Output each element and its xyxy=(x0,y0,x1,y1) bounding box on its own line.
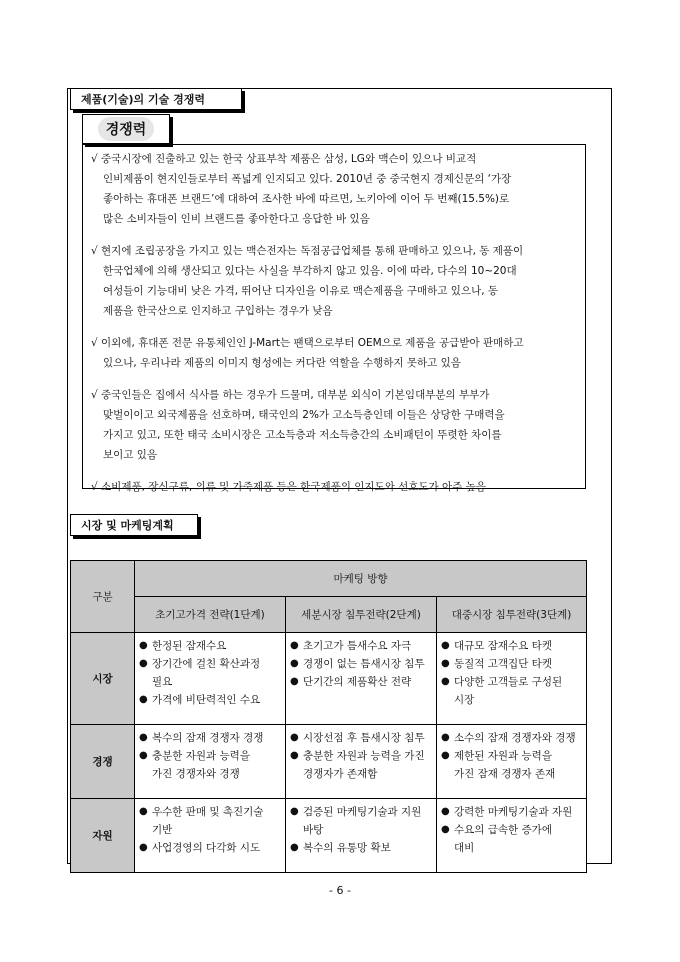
paragraph xyxy=(91,385,577,465)
bullet-continuation: 가진 경쟁자와 경쟁 xyxy=(152,768,240,780)
bullet-item xyxy=(441,655,583,673)
bullet-dot-icon: ● xyxy=(139,658,148,669)
bullet-continuation: 가진 잠재 경쟁자 존재 xyxy=(454,768,556,780)
paragraph-line: √ 중국인들은 집에서 식사를 하는 경우가 드물며, 대부분 외식이 기본임대부분의 부부가 xyxy=(91,389,490,401)
bullet-item xyxy=(290,729,433,747)
paragraph-line: 좋아하는 휴대폰 브랜드’에 대하여 조사한 바에 따르면, 노키아에 이어 두 번째(15.5%)로 xyxy=(103,193,510,205)
paragraph-line: 가지고 있고, 또한 태국 소비시장은 고소득층과 저소득층간의 소비패턴이 뚜렷한 차이를 xyxy=(103,429,502,441)
bullet-dot-icon: ● xyxy=(290,806,299,817)
table-cell xyxy=(286,633,437,725)
bullet-item xyxy=(441,673,583,691)
bullet-dot-icon: ● xyxy=(441,658,450,669)
bullet-item xyxy=(441,821,583,839)
table-cell xyxy=(437,799,587,873)
table-row xyxy=(71,633,587,725)
table-cell xyxy=(135,799,286,873)
paragraph xyxy=(91,477,577,497)
bullet-dot-icon: ● xyxy=(290,842,299,853)
bullet-item xyxy=(139,655,282,673)
bullet-item xyxy=(139,803,282,821)
competitiveness-tag xyxy=(82,114,170,144)
row-header: 경쟁 xyxy=(71,725,135,799)
bullet-text: 다양한 고객들로 구성된 xyxy=(454,676,563,688)
bullet-continuation: 기반 xyxy=(152,824,173,836)
bullet-text: 충분한 자원과 능력을 가진 xyxy=(303,750,425,762)
bullet-item xyxy=(290,637,433,655)
bullet-continuation: 대비 xyxy=(454,842,475,854)
bullet-dot-icon: ● xyxy=(139,806,148,817)
paragraph-line: 제품을 한국산으로 인지하고 구입하는 경우가 낮음 xyxy=(103,305,333,317)
bullet-dot-icon: ● xyxy=(139,842,148,853)
bullet-text: 단기간의 제품확산 전략 xyxy=(303,676,412,688)
bullet-item xyxy=(290,747,433,765)
bullet-text: 수요의 급속한 증가에 xyxy=(454,824,552,836)
marketing-table xyxy=(70,560,587,873)
bullet-item xyxy=(441,747,583,765)
table-cell xyxy=(135,725,286,799)
bullet-text: 경쟁이 없는 틈새시장 침투 xyxy=(303,658,425,670)
bullet-dot-icon: ● xyxy=(290,732,299,743)
paragraph xyxy=(91,149,577,229)
paragraph-line: 맞벌이이고 외국제품을 선호하며, 태국인의 2%가 고소득층인데 이들은 상당한 구매력을 xyxy=(103,409,505,421)
column-header: 대중시장 침투전략(3단계) xyxy=(437,597,587,633)
paragraph xyxy=(91,333,577,373)
paragraph-line: √ 소비제품, 장신구류, 의류 및 가죽제품 등은 한국제품의 인지도와 선호도가 아주 높음 xyxy=(91,481,486,493)
table-cell xyxy=(135,633,286,725)
bullet-continuation: 시장 xyxy=(454,694,475,706)
bullet-dot-icon: ● xyxy=(441,806,450,817)
bullet-item xyxy=(290,673,433,691)
section-title-tech-competitiveness: 제품(기술)의 기술 경쟁력 xyxy=(70,88,242,110)
column-header: 세분시장 침투전략(2단계) xyxy=(286,597,437,633)
bullet-text: 가격에 비탄력적인 수요 xyxy=(152,694,261,706)
paragraph xyxy=(91,241,577,321)
paragraph-line: √ 이외에, 휴대폰 전문 유통체인인 J-Mart는 팬택으로부터 OEM으로 제품을 공급받아 판매하고 xyxy=(91,337,524,349)
row-header: 시장 xyxy=(71,633,135,725)
bullet-text: 동질적 고객집단 타켓 xyxy=(454,658,552,670)
bullet-dot-icon: ● xyxy=(441,676,450,687)
section-title-market-marketing: 시장 및 마케팅계획 xyxy=(70,514,198,536)
bullet-dot-icon: ● xyxy=(441,824,450,835)
table-corner-header: 구분 xyxy=(71,561,135,633)
table-row xyxy=(71,799,587,873)
paragraph-line: 여성들이 기능대비 낮은 가격, 뛰어난 디자인을 이유로 맥슨제품을 구매하고 있으나, 동 xyxy=(103,285,499,297)
paragraph-line: 인비제품이 현지인들로부터 폭넓게 인지되고 있다. 2010년 중 중국현지 경제신문의 ‘가장 xyxy=(103,173,512,185)
bullet-text: 충분한 자원과 능력을 xyxy=(152,750,250,762)
paragraph-line: √ 중국시장에 진출하고 있는 한국 상표부착 제품은 삼성, LG와 맥슨이 있으나 비교적 xyxy=(91,153,477,165)
page-number: - 6 - xyxy=(329,884,351,897)
table-cell xyxy=(286,799,437,873)
bullet-item xyxy=(290,839,433,857)
bullet-item xyxy=(139,747,282,765)
bullet-text: 장기간에 걸친 확산과정 xyxy=(152,658,261,670)
bullet-dot-icon: ● xyxy=(441,750,450,761)
bullet-text: 검증된 마케팅기술과 지원 xyxy=(303,806,422,818)
competitiveness-label: 경쟁력 xyxy=(98,117,155,141)
bullet-item xyxy=(139,839,282,857)
bullet-dot-icon: ● xyxy=(290,676,299,687)
bullet-dot-icon: ● xyxy=(290,658,299,669)
table-cell xyxy=(437,633,587,725)
bullet-dot-icon: ● xyxy=(139,732,148,743)
bullet-text: 사업경영의 다각화 시도 xyxy=(152,842,261,854)
bullet-text: 강력한 마케팅기술과 자원 xyxy=(454,806,573,818)
bullet-dot-icon: ● xyxy=(139,694,148,705)
bullet-dot-icon: ● xyxy=(441,640,450,651)
bullet-dot-icon: ● xyxy=(441,732,450,743)
bullet-dot-icon: ● xyxy=(139,750,148,761)
bullet-continuation: 필요 xyxy=(152,676,173,688)
paragraph-line: 한국업체에 의해 생산되고 있다는 사실을 부각하지 않고 있음. 이에 따라, 다수의 10~20대 xyxy=(103,265,517,277)
bullet-dot-icon: ● xyxy=(290,750,299,761)
bullet-text: 대규모 잠재수요 타켓 xyxy=(454,640,552,652)
table-row xyxy=(71,725,587,799)
bullet-text: 소수의 잠재 경쟁자와 경쟁 xyxy=(454,732,576,744)
table-cell xyxy=(286,725,437,799)
bullet-item xyxy=(441,803,583,821)
bullet-item xyxy=(139,691,282,709)
bullet-text: 초기고가 틈새수요 자극 xyxy=(303,640,412,652)
bullet-item xyxy=(139,637,282,655)
bullet-item xyxy=(441,637,583,655)
bullet-item xyxy=(441,729,583,747)
bullet-text: 복수의 잠재 경쟁자 경쟁 xyxy=(152,732,264,744)
bullet-item xyxy=(139,729,282,747)
bullet-text: 복수의 유통망 확보 xyxy=(303,842,391,854)
bullet-text: 제한된 자원과 능력을 xyxy=(454,750,552,762)
bullet-item xyxy=(290,655,433,673)
paragraph-line: √ 현지에 조립공장을 가지고 있는 맥슨전자는 독점공급업체를 통해 판매하고 있으나, 동 제품이 xyxy=(91,245,524,257)
bullet-text: 우수한 판매 및 촉진기술 xyxy=(152,806,264,818)
bullet-item xyxy=(290,803,433,821)
bullet-text: 시장선점 후 틈새시장 침투 xyxy=(303,732,425,744)
row-header: 자원 xyxy=(71,799,135,873)
paragraph-line: 많은 소비자들이 인비 브랜드를 좋아한다고 응답한 바 있음 xyxy=(103,213,370,225)
table-group-header: 마케팅 방향 xyxy=(135,561,587,597)
competitiveness-textbox xyxy=(82,144,586,493)
paragraph-line: 보이고 있음 xyxy=(103,449,158,461)
bullet-dot-icon: ● xyxy=(139,640,148,651)
bullet-continuation: 바탕 xyxy=(303,824,324,836)
bullet-continuation: 경쟁자가 존재함 xyxy=(303,768,378,780)
paragraph-line: 있으나, 우리나라 제품의 이미지 형성에는 커다란 역할을 수행하지 못하고 있음 xyxy=(103,357,461,369)
bullet-dot-icon: ● xyxy=(290,640,299,651)
bullet-text: 한정된 잠재수요 xyxy=(152,640,227,652)
column-header: 초기고가격 전략(1단계) xyxy=(135,597,286,633)
table-cell xyxy=(437,725,587,799)
